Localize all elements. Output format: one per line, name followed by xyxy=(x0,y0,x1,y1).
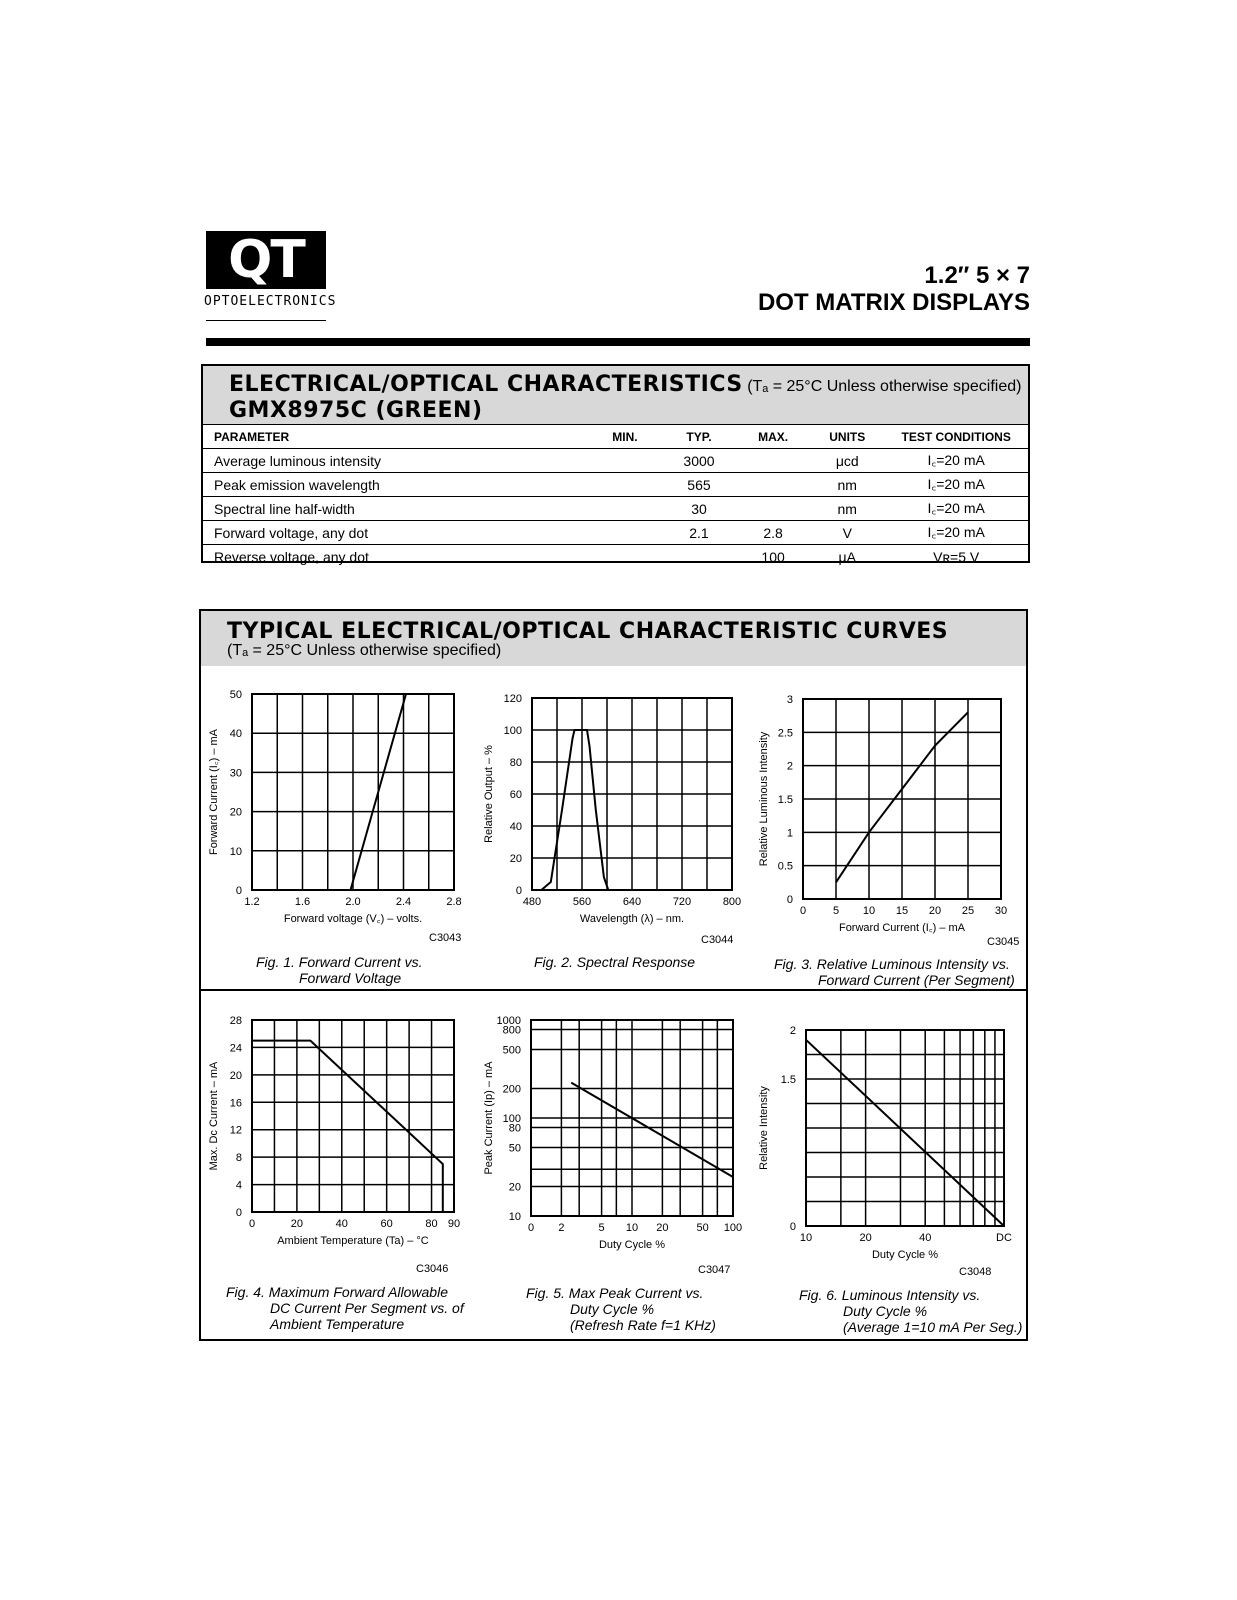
y-tick-label: 10 xyxy=(229,845,242,858)
cell-units: V xyxy=(810,521,884,545)
cell-units: nm xyxy=(810,473,884,497)
characteristics-condition: (Tₐ = 25°C Unless otherwise specified) xyxy=(747,378,1022,395)
cell-min xyxy=(588,473,662,497)
y-tick-label: 200 xyxy=(502,1083,521,1096)
x-tick-label: 5 xyxy=(598,1222,605,1234)
chart-caption xyxy=(774,956,1015,988)
x-tick-label: 2.8 xyxy=(446,896,462,908)
y-tick-label: 80 xyxy=(509,757,522,769)
chart-luminous-intensity-duty xyxy=(755,1005,1025,1261)
x-tick-label: 20 xyxy=(928,905,942,917)
plot-frame xyxy=(252,1020,454,1212)
chart-code: C3044 xyxy=(701,934,734,946)
col-units: UNITS xyxy=(810,425,884,449)
x-tick-label: 90 xyxy=(447,1218,461,1230)
table-row xyxy=(203,449,1028,473)
y-tick-label: 50 xyxy=(229,689,242,701)
caption-line: (Average 1=10 mA Per Seg.) xyxy=(843,1319,1023,1335)
x-tick-label: 1.6 xyxy=(294,896,311,908)
page-title-line2: DOT MATRIX DISPLAYS xyxy=(757,289,1030,316)
y-axis-label: Relative Output – % xyxy=(483,745,495,843)
chart-code: C3045 xyxy=(987,936,1020,948)
y-tick-label: 100 xyxy=(503,725,522,737)
x-tick-label: 10 xyxy=(625,1222,639,1234)
cell-min xyxy=(588,497,662,521)
x-axis-label: Wavelength (λ) – nm. xyxy=(579,913,685,925)
cell-units: μcd xyxy=(810,449,884,473)
x-tick-label: 0 xyxy=(248,1218,256,1230)
x-tick-label: 2 xyxy=(558,1222,565,1234)
y-tick-label: 500 xyxy=(502,1044,521,1057)
cell-typ: 565 xyxy=(662,473,736,497)
chart-peak-current xyxy=(480,1005,750,1255)
y-tick-label: 40 xyxy=(509,821,522,833)
x-tick-label: 60 xyxy=(380,1218,393,1230)
x-tick-label: 20 xyxy=(656,1222,669,1234)
y-tick-label: 16 xyxy=(229,1097,242,1110)
x-tick-label: DC xyxy=(996,1232,1012,1244)
x-tick-label: 800 xyxy=(722,896,742,908)
caption-line: Forward Current (Per Segment) xyxy=(818,972,1015,988)
caption-line: Fig. 6. Luminous Intensity vs. xyxy=(799,1287,981,1303)
cell-test-condition: I꜀=20 mA xyxy=(884,449,1028,473)
chart-svg xyxy=(480,1005,750,1250)
y-tick-label: 80 xyxy=(508,1122,521,1135)
y-tick-label: 60 xyxy=(509,789,522,801)
y-axis-label: Relative Luminous Intensity xyxy=(758,731,770,867)
x-tick-label: 20 xyxy=(290,1218,304,1230)
x-tick-label: 1.2 xyxy=(244,896,260,908)
cell-max xyxy=(736,473,810,497)
characteristics-header xyxy=(203,366,1028,424)
y-tick-label: 0 xyxy=(515,885,522,897)
chart-svg xyxy=(205,682,475,927)
data-curve xyxy=(252,1041,443,1212)
y-tick-label: 800 xyxy=(502,1024,521,1037)
table-row xyxy=(203,497,1028,521)
y-tick-label: 20 xyxy=(229,1069,242,1082)
y-tick-label: 0 xyxy=(235,885,242,897)
cell-typ xyxy=(662,545,736,569)
curves-header xyxy=(201,611,1026,666)
cell-max: 100 xyxy=(761,548,785,565)
cell-parameter: Reverse voltage, any dot xyxy=(214,548,369,565)
x-axis-label: Ambient Temperature (Ta) – °C xyxy=(277,1235,429,1247)
cell-units: μA xyxy=(838,548,856,565)
cell-parameter: Peak emission wavelength xyxy=(203,473,588,497)
cell-test-condition: I꜀=20 mA xyxy=(884,473,1028,497)
chart-relative-luminous-intensity xyxy=(755,682,1025,937)
col-min: MIN. xyxy=(588,425,662,449)
x-tick-label: 480 xyxy=(522,896,542,908)
table-row xyxy=(203,473,1028,497)
y-tick-label: 10 xyxy=(508,1211,521,1223)
model-name: GMX8975C (GREEN) xyxy=(229,398,483,423)
caption-line: (Refresh Rate f=1 KHz) xyxy=(570,1317,716,1333)
x-tick-label: 40 xyxy=(335,1218,348,1230)
chart-svg xyxy=(205,1005,475,1250)
y-tick-label: 0.5 xyxy=(777,860,793,873)
cell-min xyxy=(588,545,662,569)
curves-condition: (Tₐ = 25°C Unless otherwise specified) xyxy=(227,642,502,659)
y-tick-label: 30 xyxy=(229,767,242,780)
characteristics-table xyxy=(203,424,1028,568)
y-tick-label: 24 xyxy=(229,1042,242,1055)
caption-line: Duty Cycle % xyxy=(570,1301,655,1317)
company-logo: QT xyxy=(206,231,326,289)
cell-min xyxy=(588,521,662,545)
x-tick-label: 0 xyxy=(799,905,807,917)
logo-subtitle: OPTOELECTRONICS xyxy=(204,294,337,309)
col-test-conditions: TEST CONDITIONS xyxy=(884,425,1028,449)
cell-parameter: Spectral line half-width xyxy=(203,497,588,521)
x-tick-label: 20 xyxy=(859,1232,872,1244)
y-axis-label: Max. Dc Current – mA xyxy=(208,1061,220,1171)
x-axis-label: Duty Cycle % xyxy=(871,1249,939,1261)
characteristics-section xyxy=(201,364,1030,563)
chart-caption xyxy=(226,1284,464,1332)
col-max: MAX. xyxy=(736,425,810,449)
chart-code: C3046 xyxy=(416,1263,449,1275)
x-tick-label: 5 xyxy=(832,905,840,917)
x-tick-label: 100 xyxy=(723,1222,743,1234)
chart-svg xyxy=(480,682,750,927)
chart-caption xyxy=(256,954,423,986)
y-tick-label: 8 xyxy=(235,1152,242,1165)
x-tick-label: 2.4 xyxy=(395,896,412,908)
y-tick-label: 0 xyxy=(789,1221,796,1233)
x-tick-label: 560 xyxy=(572,896,592,908)
chart-caption xyxy=(799,1287,1022,1335)
y-axis-label: Forward Current (I꜀) – mA xyxy=(208,728,220,856)
header-divider xyxy=(206,338,1030,346)
caption-line: Fig. 5. Max Peak Current vs. xyxy=(526,1285,704,1301)
y-axis-label: Peak Current (Ip) – mA xyxy=(483,1061,495,1175)
caption-line: Fig. 2. Spectral Response xyxy=(534,954,696,970)
chart-code: C3048 xyxy=(959,1266,992,1278)
chart-caption xyxy=(526,1285,716,1333)
cell-typ: 3000 xyxy=(662,449,736,473)
curves-divider xyxy=(201,989,1026,991)
col-typ: TYP. xyxy=(662,425,736,449)
x-tick-label: 40 xyxy=(919,1232,932,1244)
cell-test-condition: I꜀=20 mA xyxy=(884,521,1028,545)
x-axis-label: Forward voltage (V꜀) – volts. xyxy=(283,913,423,925)
cell-max xyxy=(736,497,810,521)
caption-line: DC Current Per Segment vs. of xyxy=(270,1300,464,1316)
caption-line: Fig. 4. Maximum Forward Allowable xyxy=(226,1284,448,1300)
x-tick-label: 50 xyxy=(696,1222,709,1234)
y-tick-label: 2 xyxy=(789,1025,796,1037)
characteristics-title: ELECTRICAL/OPTICAL CHARACTERISTICS xyxy=(229,372,743,397)
chart-caption xyxy=(534,954,695,970)
caption-line: Fig. 3. Relative Luminous Intensity vs. xyxy=(774,956,1010,972)
table-row xyxy=(203,521,1028,545)
caption-line: Duty Cycle % xyxy=(843,1303,928,1319)
y-tick-label: 2.5 xyxy=(777,727,793,740)
y-tick-label: 20 xyxy=(229,806,242,819)
x-tick-label: 25 xyxy=(961,905,975,917)
chart-spectral-response xyxy=(480,682,750,932)
chart-svg xyxy=(755,1005,1025,1261)
curves-title: TYPICAL ELECTRICAL/OPTICAL CHARACTERISTIC CURVES xyxy=(227,619,949,644)
cell-test-condition: Vʀ=5 V xyxy=(933,548,980,565)
cell-typ: 30 xyxy=(662,497,736,521)
y-tick-label: 28 xyxy=(229,1015,242,1027)
data-curve xyxy=(806,1040,1004,1226)
y-tick-label: 120 xyxy=(503,693,522,705)
chart-code: C3043 xyxy=(429,932,462,944)
cell-units: nm xyxy=(810,497,884,521)
y-tick-label: 1 xyxy=(786,827,793,840)
x-axis-label: Forward Current (I꜀) – mA xyxy=(838,922,966,934)
x-tick-label: 15 xyxy=(895,905,909,917)
x-tick-label: 2.0 xyxy=(345,896,361,908)
y-tick-label: 40 xyxy=(229,728,242,741)
caption-line: Forward Voltage xyxy=(299,970,402,986)
cell-min xyxy=(588,449,662,473)
x-axis-label: Duty Cycle % xyxy=(598,1239,666,1251)
chart-forward-current xyxy=(205,682,475,932)
col-parameter: PARAMETER xyxy=(203,425,588,449)
table-header-row xyxy=(203,425,1028,449)
table-row xyxy=(203,545,1028,569)
x-tick-label: 0 xyxy=(527,1222,535,1234)
page-title-line1: 1.2″ 5 × 7 xyxy=(924,262,1030,289)
cell-test-condition: I꜀=20 mA xyxy=(884,497,1028,521)
y-tick-label: 0 xyxy=(786,894,793,906)
x-tick-label: 10 xyxy=(799,1232,813,1244)
chart-svg xyxy=(755,682,1025,932)
cell-max xyxy=(736,449,810,473)
cell-parameter: Average luminous intensity xyxy=(203,449,588,473)
data-curve xyxy=(541,730,608,890)
logo-underline xyxy=(206,320,326,321)
y-tick-label: 20 xyxy=(508,1181,521,1194)
x-tick-label: 640 xyxy=(622,896,642,908)
cell-typ: 2.1 xyxy=(662,521,736,545)
y-axis-label: Relative Intensity xyxy=(758,1086,770,1170)
data-curve xyxy=(571,1083,733,1177)
y-tick-label: 1.5 xyxy=(777,794,793,806)
y-tick-label: 20 xyxy=(509,853,522,865)
y-tick-label: 2 xyxy=(786,760,793,773)
y-tick-label: 1000 xyxy=(496,1015,521,1027)
cell-max: 2.8 xyxy=(736,521,810,545)
x-tick-label: 80 xyxy=(425,1218,438,1230)
caption-line: Ambient Temperature xyxy=(270,1316,405,1332)
y-tick-label: 100 xyxy=(502,1113,521,1125)
y-tick-label: 12 xyxy=(229,1124,242,1137)
x-tick-label: 10 xyxy=(862,905,876,917)
x-tick-label: 30 xyxy=(994,905,1008,917)
y-tick-label: 0 xyxy=(235,1207,242,1219)
cell-parameter: Forward voltage, any dot xyxy=(203,521,588,545)
chart-max-dc-current xyxy=(205,1005,475,1255)
y-tick-label: 4 xyxy=(235,1179,242,1192)
y-tick-label: 1.5 xyxy=(780,1074,796,1086)
caption-line: Fig. 1. Forward Current vs. xyxy=(256,954,423,970)
x-tick-label: 720 xyxy=(672,896,692,908)
chart-code: C3047 xyxy=(698,1264,731,1276)
y-tick-label: 50 xyxy=(508,1142,521,1155)
y-tick-label: 3 xyxy=(786,694,793,706)
